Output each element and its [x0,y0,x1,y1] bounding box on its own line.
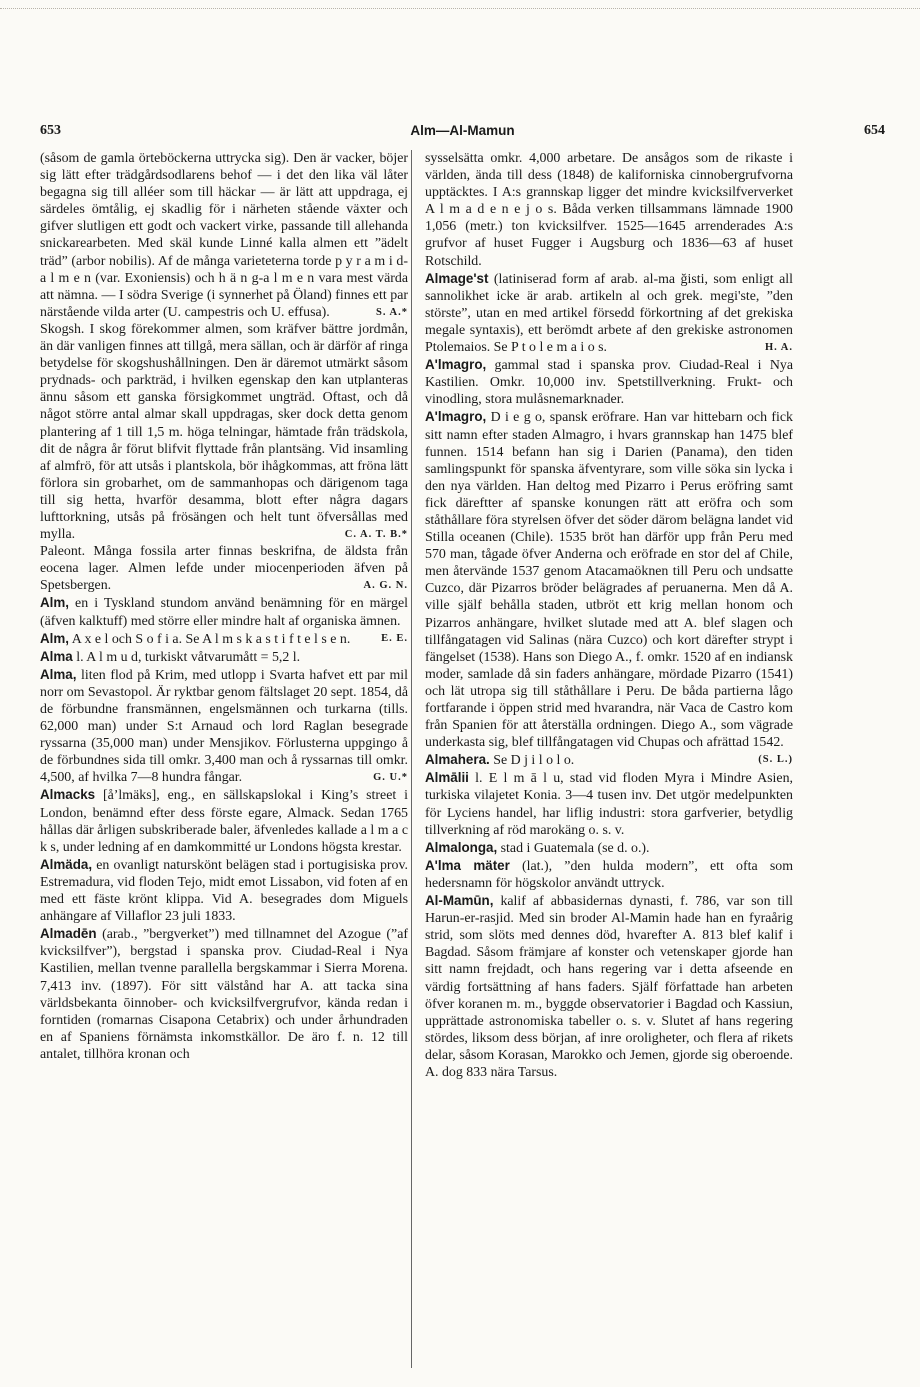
entry-headword: Alm, [40,595,70,611]
page-header [40,123,885,145]
entry-headword: Almadēn [40,926,97,942]
author-signature: A. G. N. [363,580,408,592]
article-entry [425,270,793,356]
article-entry [425,356,793,408]
entry-headword: A'lmagro, [425,357,487,373]
article-entry [40,543,408,594]
entry-text: gammal stad i spanska prov. Ciudad-Real i Nya Kastilien. Omkr. 10,000 inv. Spetstillverkning. Frukt- och vinodling, stora mulåsnemarknader. [425,358,793,408]
author-signature: G. U.* [373,772,408,784]
entry-text: Skogsh. I skog förekommer almen, som kräfver bättre jordmån, än där vanligen finnes att tillgå, mera sällan, och är därför af ringa betydelse för skogshushållningen. Den är däremot utmärkt såsom prydnads- och parkträd, i hvilken egenskap den kan utplanteras ännu såsom ett ganska försigkommet ungträd. Oftast, och då något större antal almar skall uppdragas, sker dock detta genom plantering af 1 till 1,5 m. höga telningar, hämtade från trädskola, dit de några år förut blifvit flyttade från plantsäng. Vid insamling af almfrö, för att utsås i plantskola, bör ihågkommas, att fröna lätt förlora sin grobarhet, om de sammanhopas och därigenom taga till sig hetta, hvarför desamma, blott efter några dagars lufttorkning, utsås på frösängen och helt tunt öfversållas med mylla. [40,321,408,543]
left-column [40,150,408,1063]
entry-text: Paleont. Många fossila arter finnas beskrifna, de äldsta från eocena lager. Almen lefde under miocenperioden äfven på Spetsbergen. [40,544,408,594]
entry-headword: Almālii [425,770,469,786]
page-number-right: 654 [864,123,885,138]
article-entry [40,630,408,648]
author-signature: C. A. T. B.* [344,529,408,541]
entry-text: l. E l m ā l u, stad vid floden Myra i Mindre Asien, turkiska vilajetet Konia. 3—4 tusen inv. Det utgör medelpunkten för Lyciens handel, har liflig industri: stora garfverier, betydlig tillverkning af röd marokäng o. s. v. [425,771,793,838]
entry-headword: Almahera. [425,752,490,768]
author-signature: E. E. [381,632,408,644]
entry-headword: Alma [40,648,73,664]
article-entry [425,839,793,857]
article-entry [40,666,408,787]
article-entry [40,786,408,855]
entry-text: Se D j i l o l o. [489,753,575,769]
entry-headword: Almalonga, [425,839,498,855]
article-entry [425,857,793,892]
column-divider [411,150,412,1368]
entry-text: (arab., ”bergverket”) med tillnamnet del Azogue (”af kvicksilfver”), bergstad i spanska prov. Ciudad-Real i Nya Kastilien, mellan tvenne parallella bergskammar i Sierra Morena. 7,413 inv. (1897). För sitt välstånd har A. att tacka sina världsbekanta ōinnober- och kvicksilfvergrufvor, kända redan i forntiden (romarnas Cisapona Cetabrix) och under århundraden en af Spaniens förnämsta inkomstkällor. De äro f. n. 12 till antalet, tillhöra kronan och [40,927,408,1062]
entry-headword: Alm, [40,630,70,646]
entry-headword: A'lma mäter [425,857,510,873]
author-signature: S. A.* [376,306,408,318]
entry-text: liten flod på Krim, med utlopp i Svarta hafvet ett par mil norr om Sevastopol. Är ryktbar genom fältslaget 20 sept. 1854, då de förbundne fransmännen, engelsmännen och turkarna (tills. 62,000 man) under S:t Arnaud och lord Raglan besegrade ryssarna (35,000 man) under Mensjikov. Förlusterna uppgingo å de förbundnes sida till omkr. 3,400 man och å ryssarnas till omkr. 4,500, af hvilka 7—8 hundra fångar. [40,667,408,786]
scan-edge-line [0,8,920,9]
entry-headword: Almage'st [425,270,489,286]
page-number-left: 653 [40,123,61,138]
article-entry [40,925,408,1063]
entry-text: (latiniserad form af arab. al-ma ğisti, som enligt all sannolikhet icke är arab. artikeln al och grek. megi'ste, ”den störste”, utan en med artikel försedd förkortning af det grekiska megale syntaxis), ett berömdt arbete af den grekiske astronomen Ptolemaios. Se P t o l e m a i o s. [425,271,793,356]
entry-text: en ovanligt naturskönt belägen stad i portugisiska prov. Estremadura, vid floden Tejo, midt emot Lissabon, vid foten af en med ett fäste krönt klippa. Vid A. besegrades dom Miguels anhängare af Villaflor 23 juli 1833. [40,857,408,925]
article-entry [40,856,408,925]
entry-text: A x e l och S o f i a. Se A l m s k a s t i f t e l s e n. [69,631,351,647]
right-column [425,150,793,1081]
article-entry [40,648,408,666]
article-entry [425,769,793,838]
entry-headword: Alma, [40,666,77,682]
entry-text: stad i Guatemala (se d. o.). [497,840,650,856]
entry-text: en i Tyskland stundom använd benämning för en märgel (äfven kalktuff) med större eller mindre halt af organiska ämnen. [40,596,408,629]
running-title: Alm—Al-Mamun [410,123,515,138]
entry-headword: Almacks [40,787,96,803]
article-entry [40,150,408,321]
author-signature: H. A. [764,342,793,354]
entry-headword: A'lmagro, [425,409,487,425]
entry-text: l. A l m u d, turkiskt våtvarumått = 5,2 l. [72,649,301,665]
entry-text: (lat.), ”den hulda modern”, ett ofta som hedersnamn för högskolor användt uttryck. [425,858,793,891]
entry-text: kalif af abbasidernas dynasti, f. 786, var son till Harun-er-rasjid. Med sin broder Al-Mamin hade han en fyraårig strid, som slöts med dennes död, hvarefter A. 813 blef kalif i Bagdad. Såsom främjare af konster och vetenskaper gjorde han sitt namn frejdadt, och hans regering var i detta afseende en värdig fortsättning af hans faders. Själf författade han arbeten öfver koranen m. m., byggde observatorier i Bagdad och Kassiun, upprättade astronomiska tabeller o. s. v. Slutet af hans regering stördes, liksom dess början, af inre oroligheter, och flera af rikets delar, såsom Korasan, Marokko och Jemen, gjorde sig oberoende. A. dog 833 nära Tarsus. [425,894,793,1080]
entry-text: [å’lmäks], eng., en sällskapslokal i King’s street i London, benämnd efter dess förste egare, Almack. Sedan 1765 hållas där årligen subskriberade baler, äfvenledes kallade a l m a c k s, under ledning af en damkommitté ur Londons högsta krestar. [40,788,408,855]
entry-text: sysselsätta omkr. 4,000 arbetare. De ansågos som de rikaste i världen, ända till dess (1848) de kaliforniska cinnobergrufvorna upptäcktes. I A:s grannskap ligger det mindre kvicksilfververket A l m a d e n e j o s. Båda verken tillsammans lämnade 1900 1,056 (metr.) ton kvicksilfver. 1525—1645 arrenderades A:s grufvor af huset Fugger i Augsburg och 1836—63 af huset Rotschild. [425,151,793,269]
article-entry [425,892,793,1081]
entry-text: D i e g o, spansk eröfrare. Han var hittebarn och fick sitt namn efter staden Almagro, i hvars grannskap han 1475 blef funnen. 1514 befann han sig i Darien (Panama), den tiden samlingspunkt för spanska äfventyrare, som ville söka sin lycka i den nya världen. Han deltog med Pizarro i Perus eröfring samt fick däreftter af spanske konungen rätt att eröfra och som ståthållare föra styrelsen öfver det söder därom belägna landet vid Stilla oceanen (Chile). 1535 bröt han därför upp från Peru med 570 man, tågade öfver Anderna och eröfrade en stor del af Chile, men återvände 1537 genom Atacamaöknen till Peru och undsatte Cuzco, där Pizarros bröder belägrades af peruanerna. Men då A. ville själf behålla staden, utbröt ett krig mellan honom och Pizarros anhängare, hvilket slutade med att A. blef slagen och tillfångatagen vid Salinas (nära Cuzco) och kort därefter strypt i fängelset (1538). Hans son Diego A., f. omkr. 1520 af en indiansk moder, samlade då sin faders anhängare, mördade Pizarro (1541) och lät utropa sig till ståthållare i Peru. De båda partierna lågo fortfarande i öppen strid med hvarandra, när Vaca de Castro kom från Spanien för att återställa ordningen. Diego A., som vägrade underkasta sig, blef tillfångatagen vid Chupas och afrättad 1542. [425,410,793,751]
entry-text: (såsom de gamla örteböckerna uttrycka sig). Den är vacker, böjer sig lätt efter trädgårdsodlarens behof — i det den lika väl låter begagna sig till alléer som till häckar — är lätt att uppdraga, ej särdeles ömtålig, ej skadlig för i närheten stående växter och gifver slutligen ett godt och vackert virke, passande till allehanda snickarearbeten. Med skäl kunde Linné kalla almen ett ”ädelt träd” (arbor nobilis). Af de många varieteterna torde p y r a m i d-a l m e n (var. Exoniensis) och h ä n g-a l m e n vara mest värda att nämna. — I södra Sverige (i synnerhet på Öland) finnes ett par närstående vilda arter (U. campestris och U. effusa). [40,151,408,320]
article-entry [40,321,408,543]
entry-headword: Al-Mamūn, [425,893,494,909]
author-signature: (S. L.) [758,754,793,766]
article-entry [425,751,793,769]
entry-headword: Almäda, [40,856,93,872]
article-entry [425,150,793,270]
